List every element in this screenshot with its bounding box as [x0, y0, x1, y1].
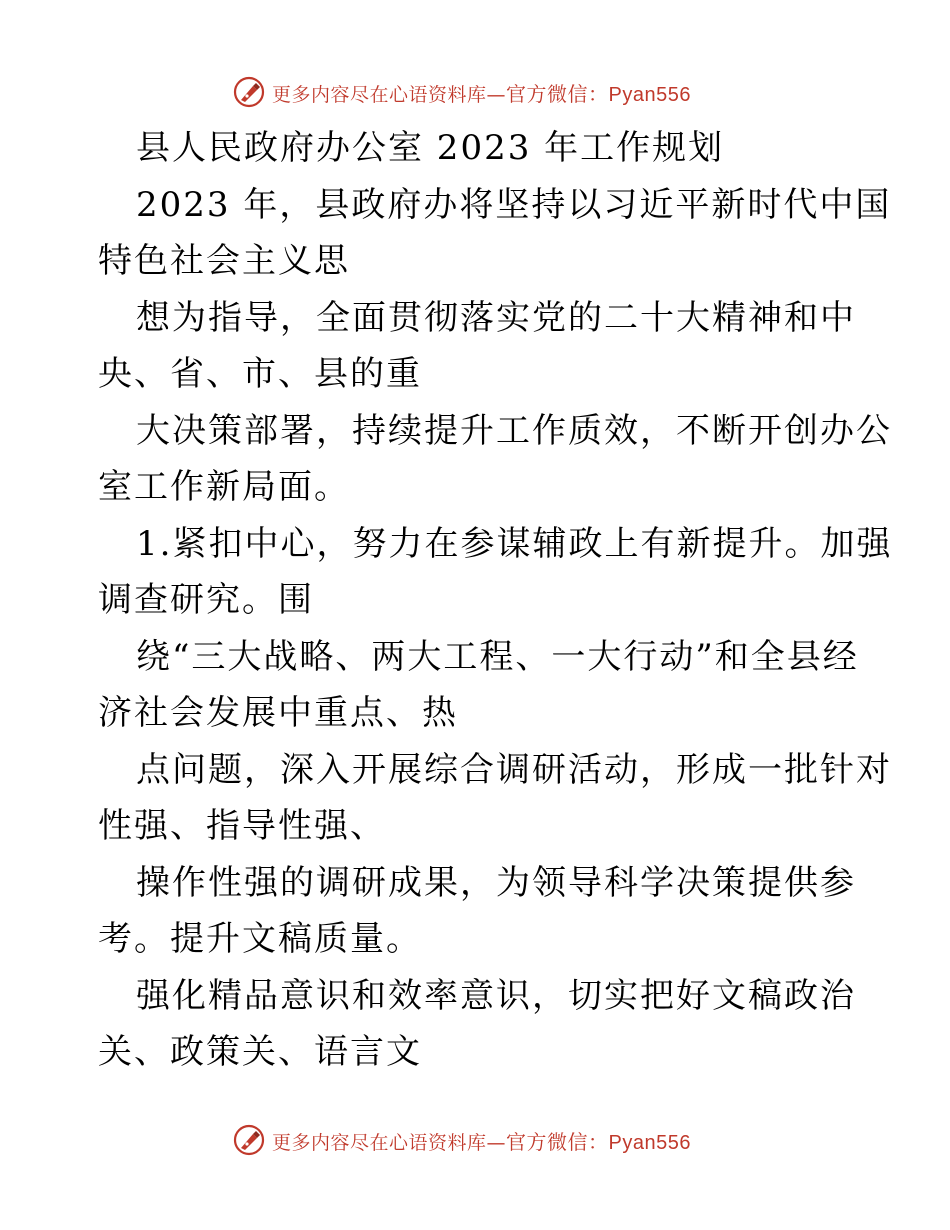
banner-title: 更多内容尽在心语资料库 [272, 83, 487, 106]
pen-nib-logo-icon [232, 75, 266, 109]
text-line: 操作性强的调研成果，为领导科学决策提供参 [136, 862, 856, 903]
text-line: 关、政策关、语言文 [98, 1032, 422, 1072]
banner-wechat: 官方微信：Pyan556 [506, 83, 691, 106]
text-line: 想为指导，全面贯彻落实党的二十大精神和中 [136, 297, 856, 338]
banner-text [272, 78, 691, 107]
text-line: 强化精品意识和效率意识，切实把好文稿政治 [136, 975, 856, 1016]
text-line: 央、省、市、县的重 [98, 354, 422, 394]
text-line: 性强、指导性强、 [98, 806, 386, 846]
document-body [98, 120, 893, 1081]
document-title: 县人民政府办公室 2023 年工作规划 [136, 128, 725, 168]
pen-nib-logo-icon [232, 1123, 266, 1157]
text-line: 大决策部署，持续提升工作质效，不断开创办公 [136, 410, 892, 451]
text-line: 绕“三大战略、两大工程、一大行动”和全县经 [136, 636, 859, 677]
text-line: 点问题，深入开展综合调研活动，形成一批针对 [136, 749, 892, 790]
banner-separator: — [486, 83, 507, 106]
text-line: 特色社会主义思 [98, 241, 350, 281]
text-line: 考。提升文稿质量。 [98, 919, 422, 959]
header-banner [0, 72, 950, 112]
banner-text [272, 1126, 691, 1155]
footer-banner [0, 1120, 950, 1160]
text-line: 调查研究。围 [98, 580, 314, 620]
banner-title: 更多内容尽在心语资料库 [272, 1131, 487, 1154]
banner-separator: — [486, 1131, 507, 1154]
text-line: 济社会发展中重点、热 [98, 693, 458, 733]
text-line: 1.紧扣中心，努力在参谋辅政上有新提升。加强 [136, 523, 893, 564]
banner-wechat: 官方微信：Pyan556 [506, 1131, 691, 1154]
text-line: 室工作新局面。 [98, 467, 350, 507]
text-line: 2023 年，县政府办将坚持以习近平新时代中国 [136, 184, 892, 225]
